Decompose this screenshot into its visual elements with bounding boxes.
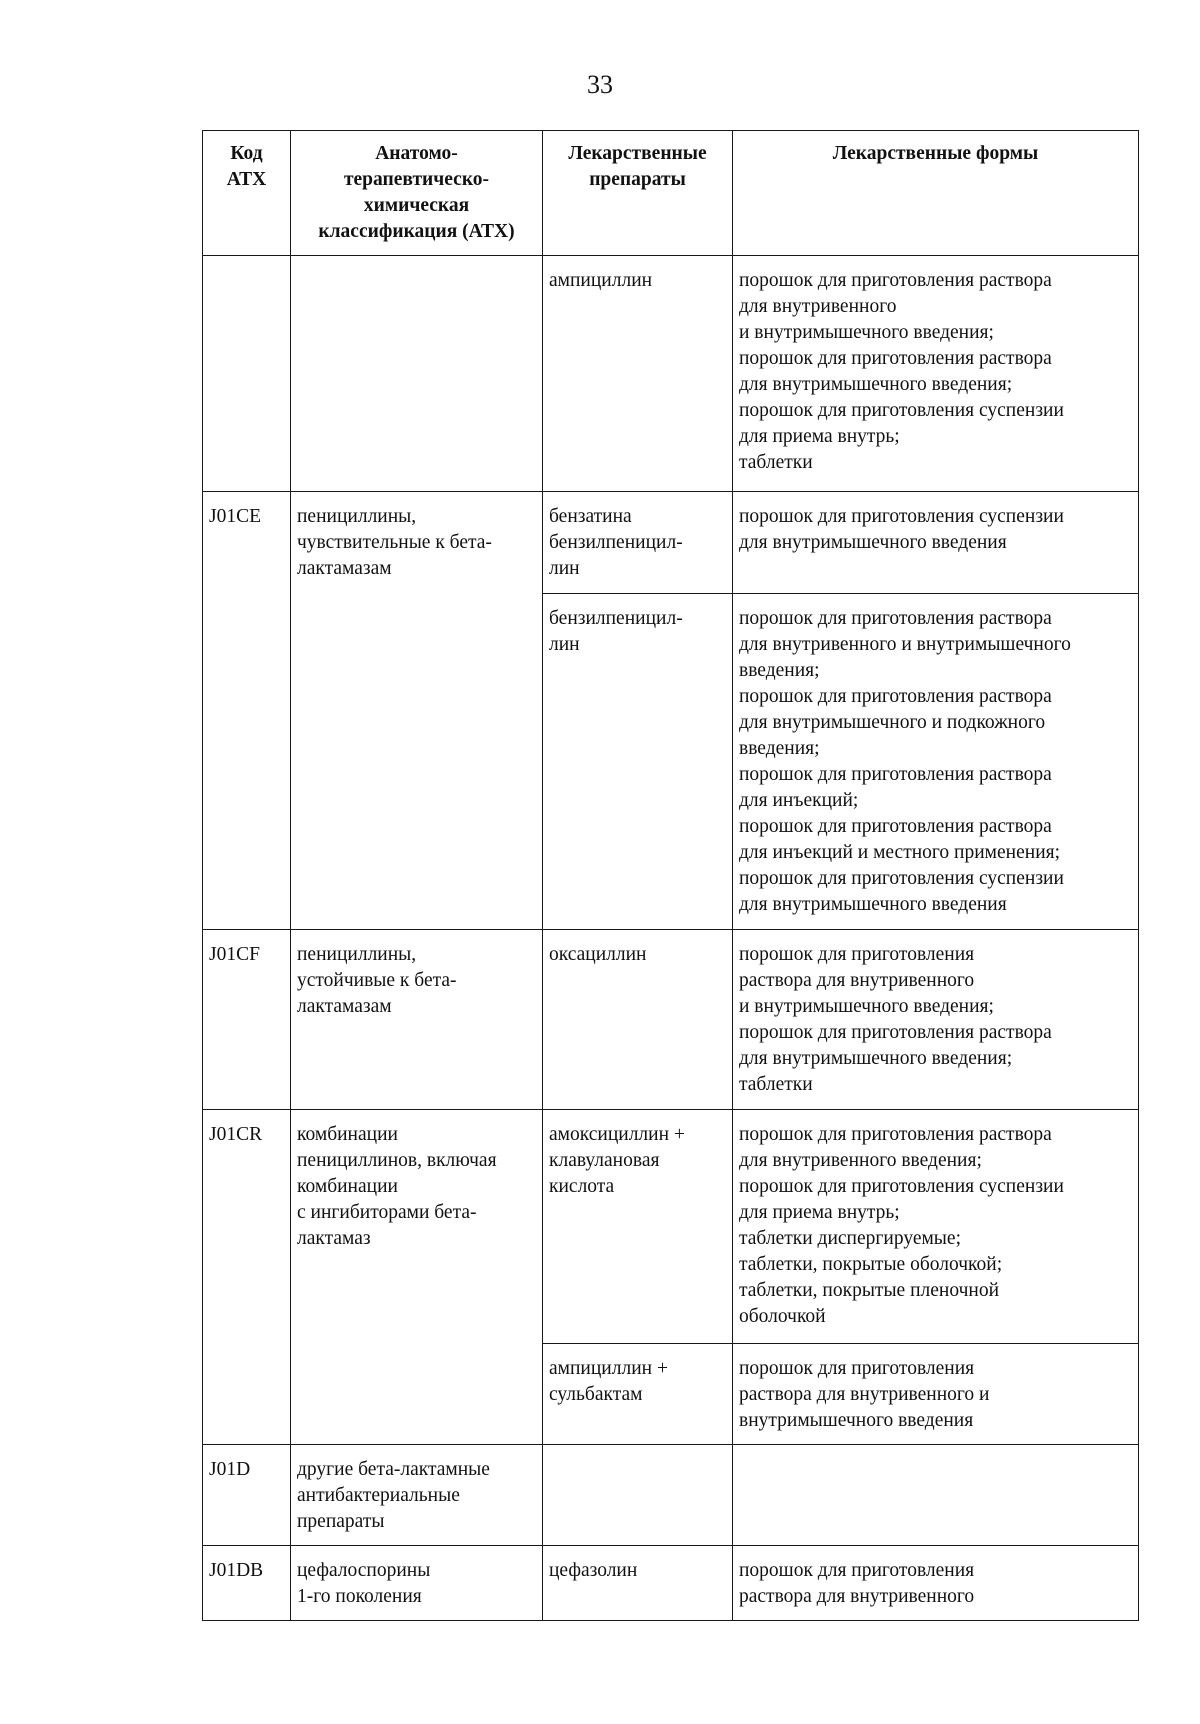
cell-forms: порошок для приготовления раствора для внутривенного введения; порошок для приготовления суспензии для приема внутрь; таблетки диспергируемые; таблетки, покрытые оболочкой; таблетки, покрытые пленочной оболочкой <box>733 1110 1139 1344</box>
cell-forms: порошок для приготовления суспензии для внутримышечного введения <box>733 492 1139 594</box>
table-row <box>203 1110 1139 1344</box>
cell-drug: амоксициллин + клавулановая кислота <box>543 1110 733 1344</box>
page-number: 33 <box>587 70 613 99</box>
header-forms: Лекарственные формы <box>733 131 1139 256</box>
atc-drug-table <box>202 130 1139 1621</box>
cell-forms <box>733 1445 1139 1546</box>
cell-code: J01CE <box>203 492 291 594</box>
cell-forms: порошок для приготовления раствора для внутривенного и внутримышечного введения; порошок для приготовления раствора для внутримышечного введения; таблетки <box>733 930 1139 1110</box>
cell-code: J01CR <box>203 1110 291 1344</box>
cell-drug <box>543 1445 733 1546</box>
cell-class: другие бета-лактамные антибактериальные препараты <box>291 1445 543 1546</box>
cell-drug: бензатина бензилпеницил- лин <box>543 492 733 594</box>
cell-code: J01DB <box>203 1546 291 1621</box>
cell-class <box>291 594 543 930</box>
cell-code <box>203 256 291 492</box>
cell-forms: порошок для приготовления раствора для внутривенного и внутримышечного введения; порошок для приготовления раствора для внутримышечного введения; порошок для приготовления суспензии для приема внутрь; таблетки <box>733 256 1139 492</box>
table-header-row <box>203 131 1139 256</box>
cell-class <box>291 1344 543 1445</box>
cell-drug: бензилпеницил- лин <box>543 594 733 930</box>
cell-forms: порошок для приготовления раствора для внутривенного <box>733 1546 1139 1621</box>
header-code: Код АТХ <box>203 131 291 256</box>
cell-code <box>203 1344 291 1445</box>
cell-code: J01D <box>203 1445 291 1546</box>
header-classification: Анатомо- терапевтическо- химическая классификация (АТХ) <box>291 131 543 256</box>
table-row <box>203 256 1139 492</box>
cell-forms: порошок для приготовления раствора для внутривенного и внутримышечного введения <box>733 1344 1139 1445</box>
table-row <box>203 492 1139 594</box>
cell-class: комбинации пенициллинов, включая комбинации с ингибиторами бета- лактамаз <box>291 1110 543 1344</box>
cell-class: цефалоспорины 1-го поколения <box>291 1546 543 1621</box>
cell-drug: цефазолин <box>543 1546 733 1621</box>
cell-code: J01CF <box>203 930 291 1110</box>
cell-drug: ампициллин + сульбактам <box>543 1344 733 1445</box>
cell-class <box>291 256 543 492</box>
cell-drug: оксациллин <box>543 930 733 1110</box>
cell-code <box>203 594 291 930</box>
header-drugs: Лекарственные препараты <box>543 131 733 256</box>
table-row <box>203 930 1139 1110</box>
table-row <box>203 1445 1139 1546</box>
cell-class: пенициллины, устойчивые к бета- лактамазам <box>291 930 543 1110</box>
table-row <box>203 1344 1139 1445</box>
table-row <box>203 594 1139 930</box>
cell-class: пенициллины, чувствительные к бета- лактамазам <box>291 492 543 594</box>
table-row <box>203 1546 1139 1621</box>
cell-drug: ампициллин <box>543 256 733 492</box>
cell-forms: порошок для приготовления раствора для внутривенного и внутримышечного введения; порошок для приготовления раствора для внутримышечного и подкожного введения; порошок для приготовления раствора для инъекций; порошок для приготовления раствора для инъекций и местного применения; порошок для приготовления суспензии для внутримышечного введения <box>733 594 1139 930</box>
